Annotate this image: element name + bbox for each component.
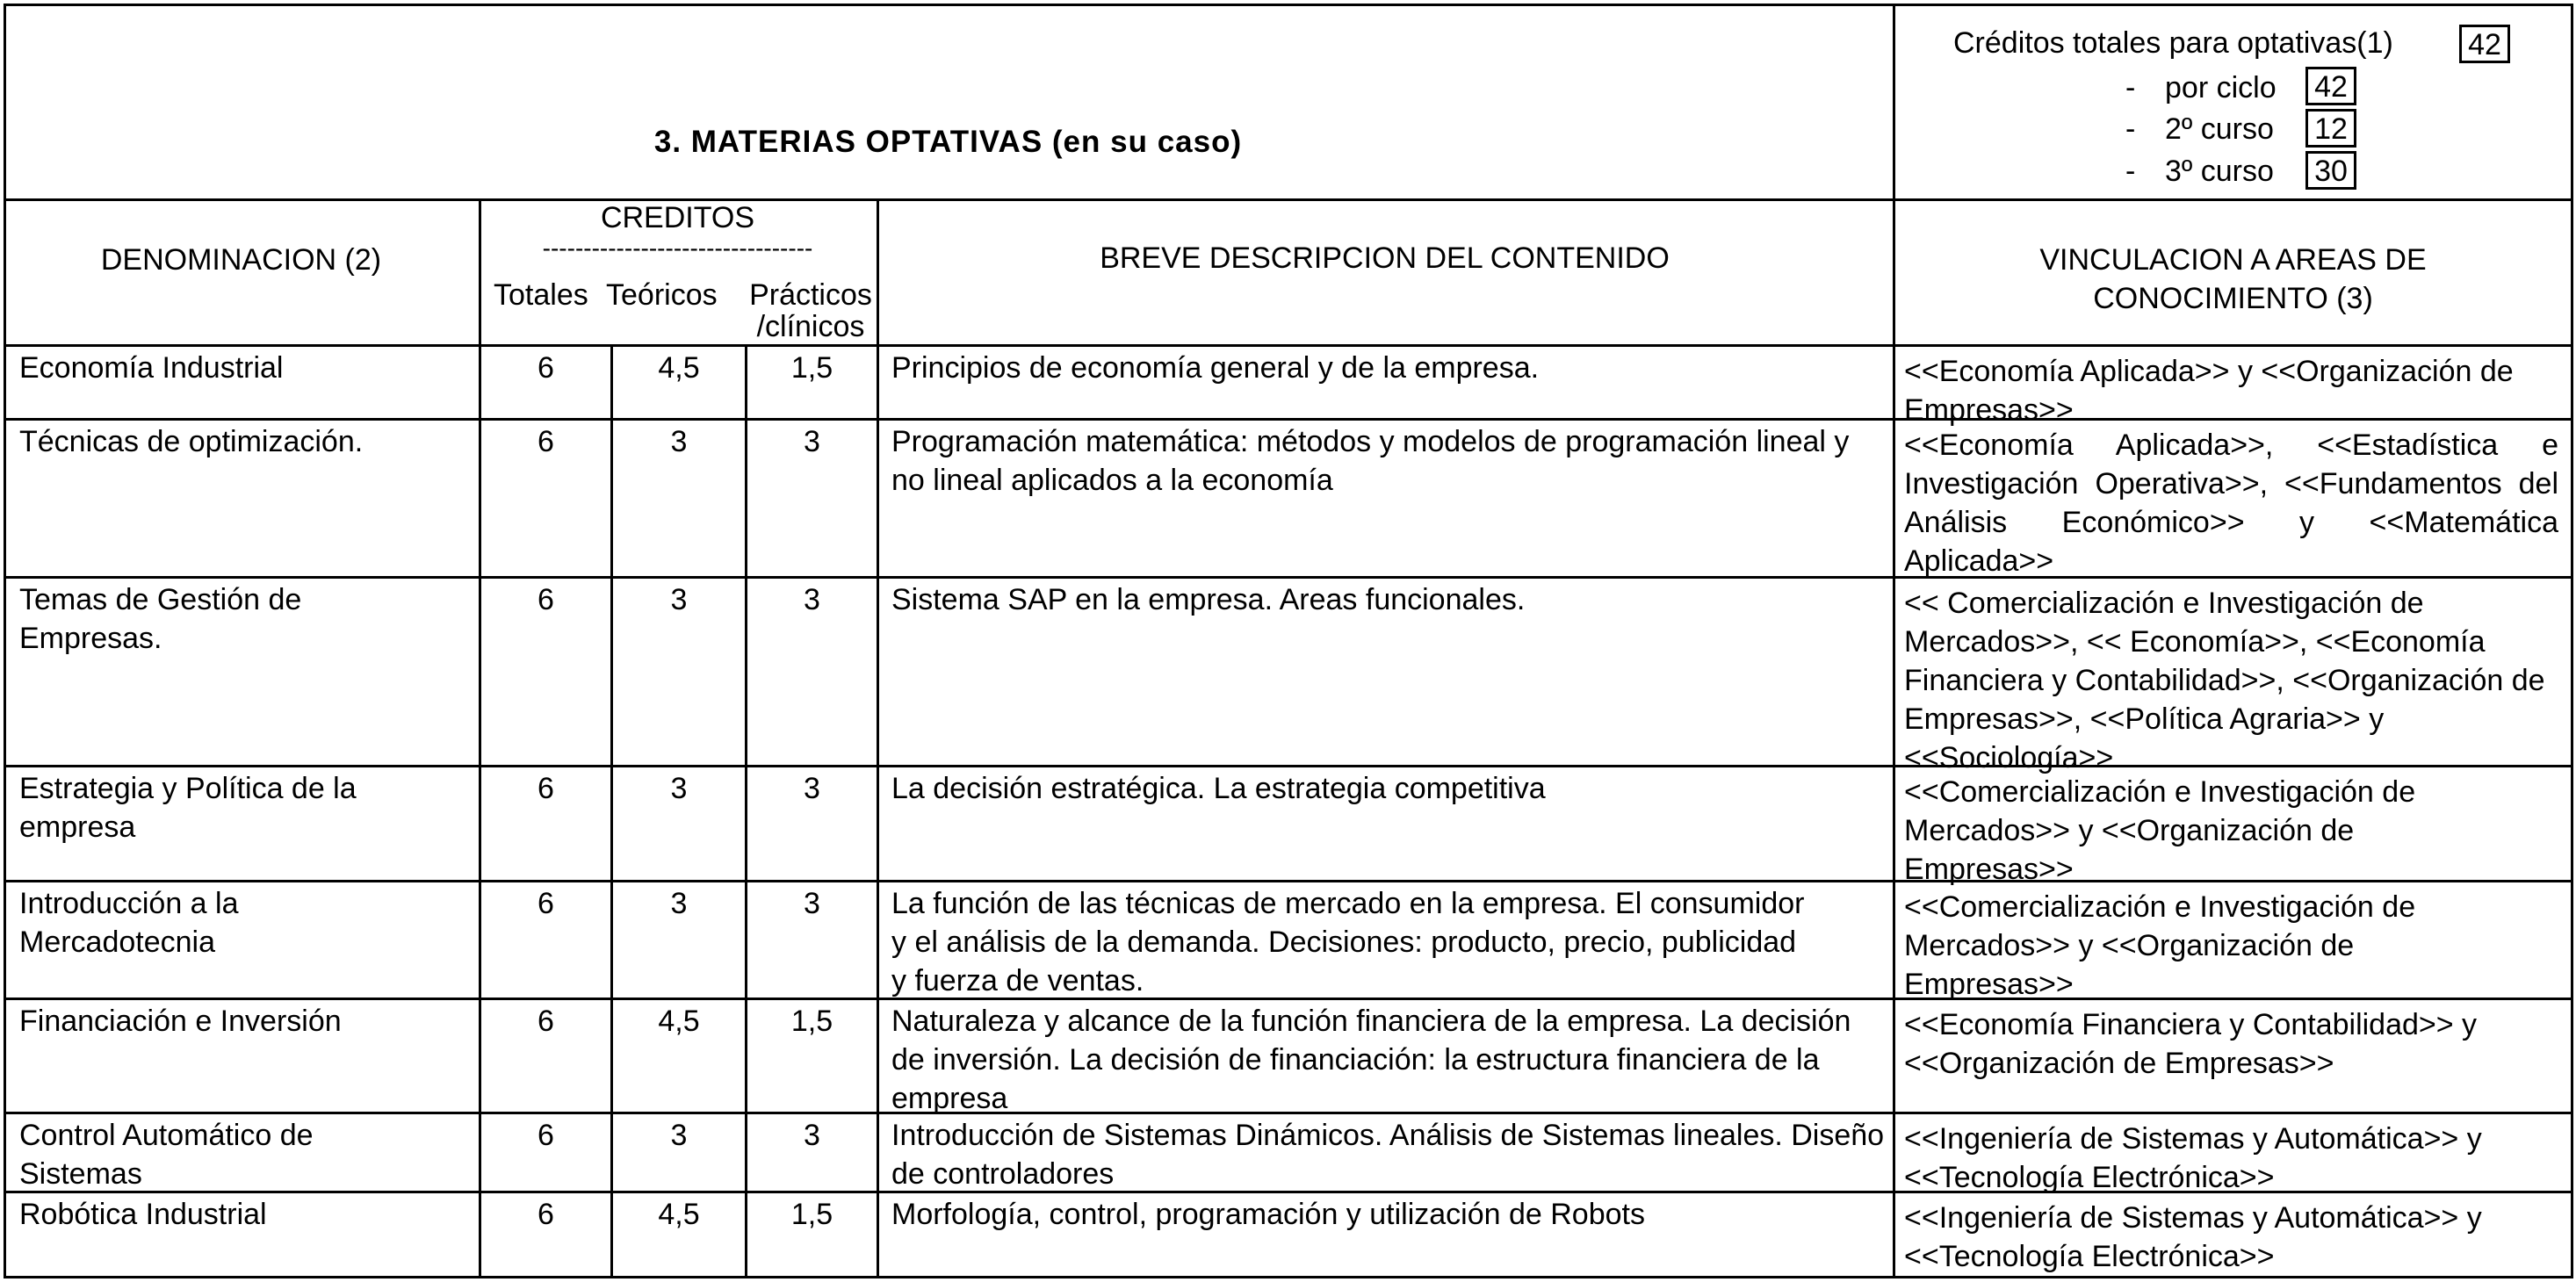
header-divider <box>1893 4 1895 198</box>
row-areas: <<Ingeniería de Sistemas y Automática>> y <<Tecnología Electrónica>> <box>1904 1122 2482 1194</box>
row-name: Robótica Industrial <box>19 1198 267 1231</box>
row-areas: <<Comercialización e Investigación de Mercados>> y <<Organización de Empresas>> <box>1904 890 2416 1001</box>
row-name: Temas de Gestión de Empresas. <box>19 583 302 655</box>
row-description: Introducción de Sistemas Dinámicos. Análisis de Sistemas lineales. Diseño de controladores <box>891 1119 1885 1191</box>
grid-col-line <box>1893 198 1895 1278</box>
row-name: Control Automático de Sistemas <box>19 1119 314 1191</box>
row-areas: <<Comercialización e Investigación de Mercados>> y <<Organización de Empresas>> <box>1904 775 2416 886</box>
second-year-dash: - <box>2125 112 2136 146</box>
row-practicos: 3 <box>804 772 820 805</box>
row-name: Economía Industrial <box>19 351 284 385</box>
row-description: La decisión estratégica. La estrategia competitiva <box>891 772 1546 805</box>
row-areas: <<Economía Aplicada>>, <<Estadística e Investigación Operativa>>, <<Fundamentos del Análisis Económico>> y <<Matemática Aplicada>> <box>1904 429 2558 578</box>
col-header-practicos: Prácticos <box>749 278 872 312</box>
row-description: Naturaleza y alcance de la función financiera de la empresa. La decisión de inversión. La decisión de financiación: la estructura financiera de la empresa <box>891 1005 1851 1115</box>
row-name: Introducción a la Mercadotecnia <box>19 887 239 959</box>
row-description: Principios de economía general y de la empresa. <box>891 351 1540 385</box>
row-practicos: 1,5 <box>790 1005 833 1038</box>
row-practicos: 1,5 <box>790 1198 833 1231</box>
row-totales: 6 <box>538 425 554 458</box>
row-teoricos: 3 <box>670 772 688 805</box>
row-areas: << Comercialización e Investigación de Mercados>>, << Economía>>, <<Economía Financiera y Contabilidad>>, <<Organización de Empresas>>, <<Política Agraria>> y <<Sociología>> <box>1904 587 2545 774</box>
row-totales: 6 <box>538 1198 554 1231</box>
row-totales: 6 <box>538 583 554 616</box>
credits-total-box: 42 <box>2459 25 2510 63</box>
col-header-creditos: CREDITOS <box>600 201 755 234</box>
row-totales: 6 <box>538 1005 554 1038</box>
row-areas: <<Economía Aplicada>> y <<Organización de Empresas>> <box>1904 355 2514 427</box>
col-header-teoricos: Teóricos <box>606 278 718 312</box>
col-header-descripcion: BREVE DESCRIPCION DEL CONTENIDO <box>1100 241 1670 275</box>
row-description: Morfología, control, programación y utilización de Robots <box>891 1198 1645 1231</box>
row-teoricos: 4,5 <box>658 351 700 385</box>
grid-row-line <box>4 344 2573 347</box>
per-cycle-label: por ciclo <box>2165 71 2277 104</box>
row-description: Programación matemática: métodos y modelos de programación lineal y no lineal aplicados a la economía <box>891 425 1850 497</box>
row-practicos: 3 <box>804 1119 820 1152</box>
col-header-creditos-rule: --------------------------------- <box>542 235 813 262</box>
second-year-box: 12 <box>2305 109 2356 148</box>
header-bottom-rule <box>4 198 2573 201</box>
row-areas: <<Economía Financiera y Contabilidad>> y <<Organización de Empresas>> <box>1904 1008 2478 1080</box>
row-description: La función de las técnicas de mercado en la empresa. El consumidor y el análisis de la demanda. Decisiones: producto, precio, publicidad y fuerza de ventas. <box>891 887 1805 998</box>
row-teoricos: 3 <box>670 887 688 920</box>
row-teoricos: 3 <box>670 425 688 458</box>
col-header-vinculacion: VINCULACION A AREAS DE CONOCIMIENTO (3) <box>2039 243 2427 315</box>
row-practicos: 3 <box>804 425 820 458</box>
col-header-totales: Totales <box>494 278 588 312</box>
third-year-label: 3º curso <box>2165 155 2274 188</box>
row-totales: 6 <box>538 772 554 805</box>
row-name: Financiación e Inversión <box>19 1005 342 1038</box>
second-year-label: 2º curso <box>2165 112 2274 146</box>
per-cycle-dash: - <box>2125 71 2136 104</box>
row-totales: 6 <box>538 351 554 385</box>
row-description: Sistema SAP en la empresa. Areas funcionales. <box>891 583 1526 616</box>
row-teoricos: 3 <box>670 1119 688 1152</box>
row-practicos: 1,5 <box>790 351 833 385</box>
row-name: Estrategia y Política de la empresa <box>19 772 357 844</box>
row-totales: 6 <box>538 1119 554 1152</box>
row-practicos: 3 <box>804 583 820 616</box>
page-title: 3. MATERIAS OPTATIVAS (en su caso) <box>653 125 1243 159</box>
row-teoricos: 4,5 <box>658 1005 700 1038</box>
row-name: Técnicas de optimización. <box>19 425 364 458</box>
col-header-clinicos: /clínicos <box>756 310 865 343</box>
per-cycle-box: 42 <box>2305 67 2356 105</box>
grid-col-line <box>877 198 879 1278</box>
row-practicos: 3 <box>804 887 820 920</box>
row-teoricos: 4,5 <box>658 1198 700 1231</box>
row-totales: 6 <box>538 887 554 920</box>
credits-total-label: Créditos totales para optativas(1) <box>1953 26 2393 60</box>
third-year-box: 30 <box>2305 151 2356 190</box>
third-year-dash: - <box>2125 155 2136 188</box>
col-header-denominacion: DENOMINACION (2) <box>100 243 382 277</box>
row-areas: <<Ingeniería de Sistemas y Automática>> y <<Tecnología Electrónica>> <box>1904 1201 2482 1273</box>
row-teoricos: 3 <box>670 583 688 616</box>
